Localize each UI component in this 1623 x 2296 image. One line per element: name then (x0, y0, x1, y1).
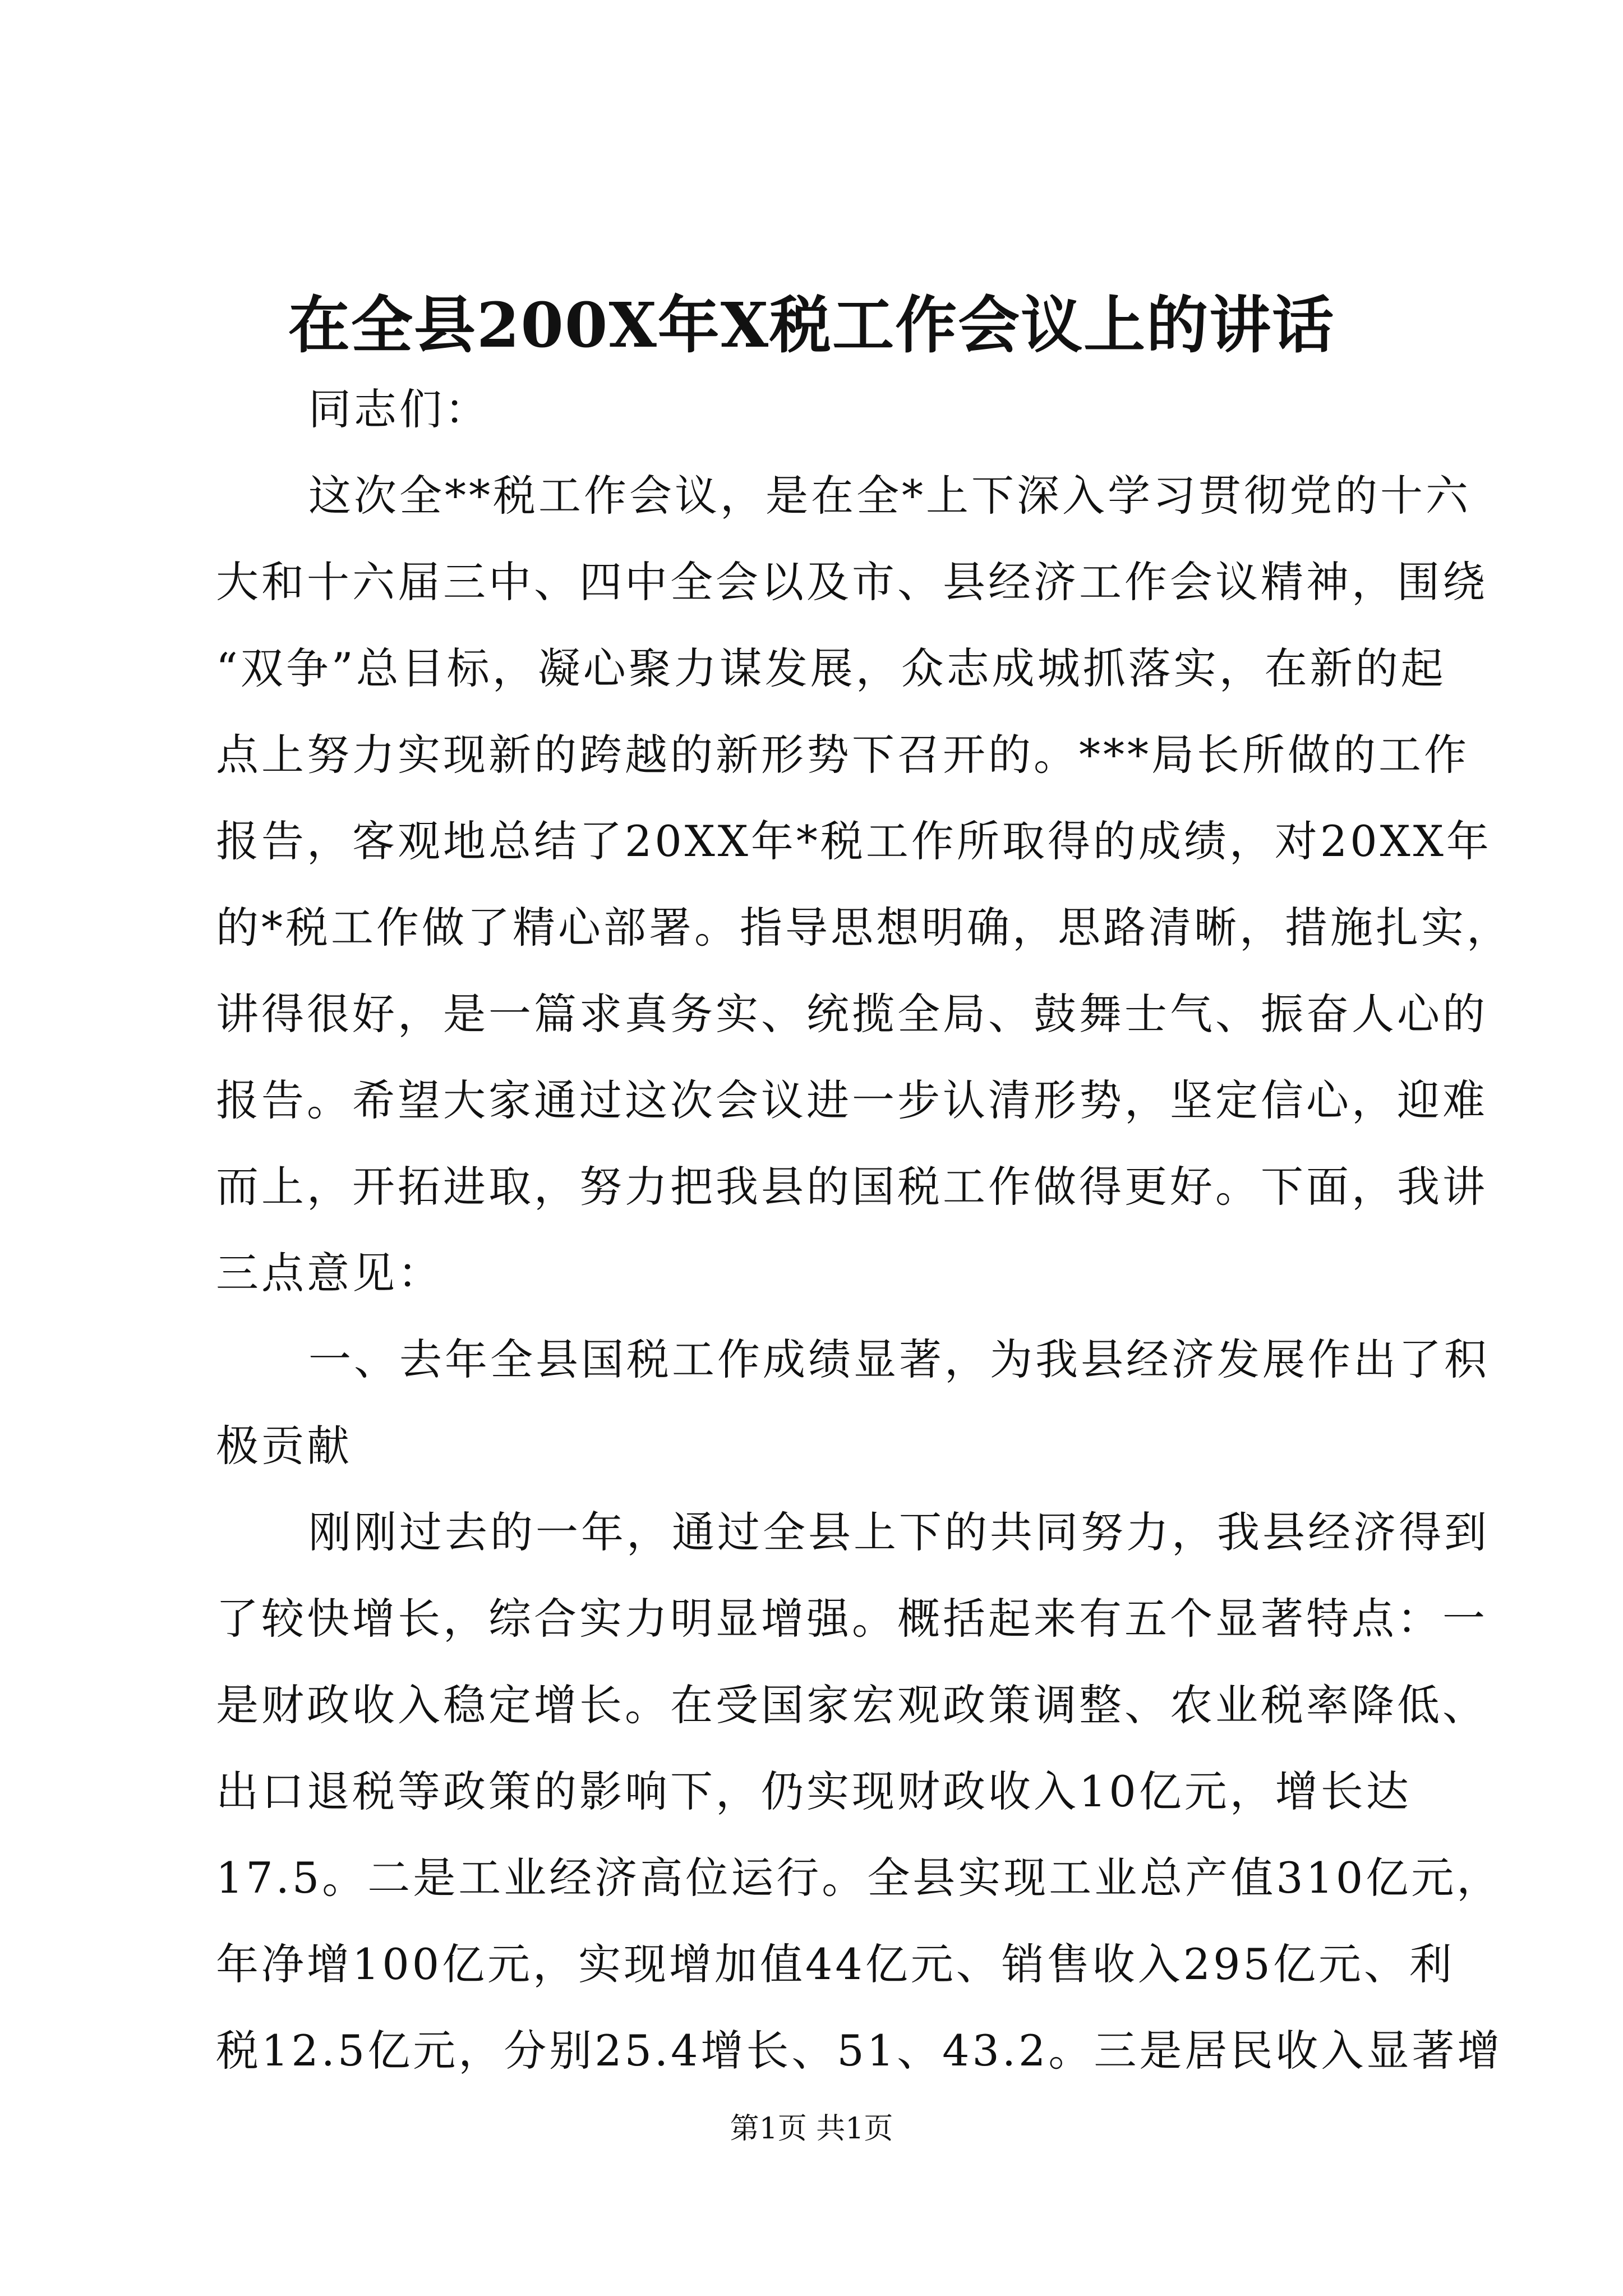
paragraph-line: 17.5。二是工业经济高位运行。全县实现工业总产值310亿元， (216, 1853, 1502, 1903)
paragraph-line: 点上努力实现新的跨越的新形势下召开的。***局长所做的工作 (216, 730, 1469, 780)
paragraph-line: 刚刚过去的一年，通过全县上下的共同努力，我县经济得到 (308, 1507, 1490, 1557)
section-heading-line: 一、去年全县国税工作成绩显著，为我县经济发展作出了积 (308, 1335, 1490, 1384)
paragraph-line: 是财政收入稳定增长。在受国家宏观政策调整、农业税率降低、 (216, 1680, 1488, 1730)
paragraph-line: “双争”总目标，凝心聚力谋发展，众志成城抓落实，在新的起 (216, 643, 1446, 693)
page-footer: 第1页 共1页 (730, 2112, 893, 2146)
salutation-line: 同志们： (308, 384, 490, 434)
paragraph-line: 讲得很好，是一篇求真务实、统揽全局、鼓舞士气、振奋人心的 (216, 989, 1488, 1039)
section-heading-line: 极贡献 (216, 1421, 352, 1471)
document-title: 在全县200X年X税工作会议上的讲话 (288, 289, 1335, 361)
paragraph-line: 出口退税等政策的影响下，仍实现财政收入10亿元，增长达 (216, 1766, 1412, 1816)
paragraph-line: 大和十六届三中、四中全会以及市、县经济工作会议精神，围绕 (216, 557, 1488, 607)
paragraph-line: 的*税工作做了精心部署。指导思想明确，思路清晰，措施扎实， (216, 903, 1512, 953)
paragraph-line: 年净增100亿元，实现增加值44亿元、销售收入295亿元、利 (216, 1939, 1455, 1989)
paragraph-line: 这次全**税工作会议，是在全*上下深入学习贯彻党的十六 (308, 471, 1471, 521)
paragraph-line: 报告，客观地总结了20XX年*税工作所取得的成绩，对20XX年 (216, 816, 1492, 866)
paragraph-line: 税12.5亿元，分别25.4增长、51、43.2。三是居民收入显著增 (216, 2026, 1503, 2076)
document-body (216, 366, 1512, 2094)
paragraph-line: 三点意见： (216, 1248, 443, 1298)
paragraph-line: 而上，开拓进取，努力把我县的国税工作做得更好。下面，我讲 (216, 1162, 1488, 1212)
paragraph-line: 报告。希望大家通过这次会议进一步认清形势，坚定信心，迎难 (216, 1075, 1488, 1125)
paragraph-line: 了较快增长，综合实力明显增强。概括起来有五个显著特点：一 (216, 1594, 1488, 1644)
